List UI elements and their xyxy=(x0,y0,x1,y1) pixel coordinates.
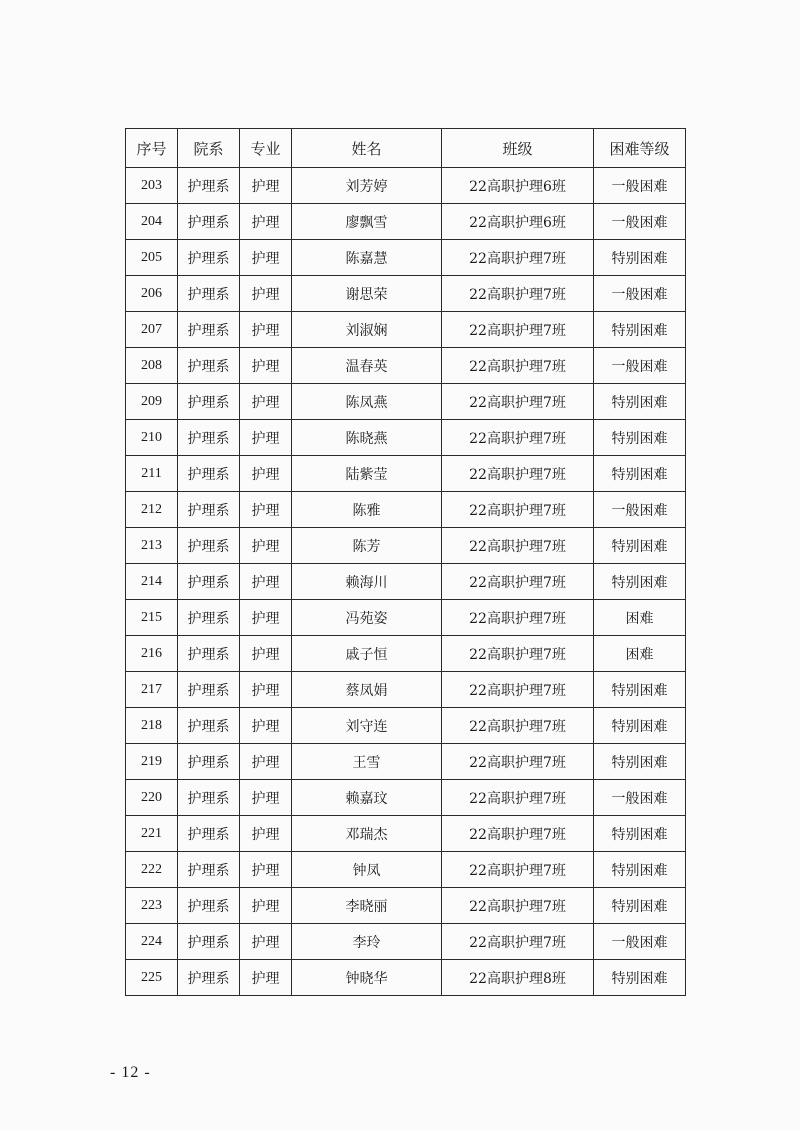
cell-name: 邓瑞杰 xyxy=(292,816,442,852)
cell-class: 22高职护理7班 xyxy=(442,240,594,276)
cell-name: 赖海川 xyxy=(292,564,442,600)
cell-seq: 207 xyxy=(126,312,178,348)
cell-seq: 217 xyxy=(126,672,178,708)
cell-seq: 215 xyxy=(126,600,178,636)
cell-major: 护理 xyxy=(240,456,292,492)
cell-class: 22高职护理7班 xyxy=(442,600,594,636)
table-row xyxy=(126,888,686,924)
cell-class: 22高职护理7班 xyxy=(442,564,594,600)
cell-difficulty-level: 困难 xyxy=(594,636,686,672)
cell-name: 温春英 xyxy=(292,348,442,384)
student-roster-table xyxy=(125,128,686,996)
table-row xyxy=(126,168,686,204)
cell-major: 护理 xyxy=(240,960,292,996)
cell-department: 护理系 xyxy=(178,276,240,312)
table-row xyxy=(126,744,686,780)
cell-major: 护理 xyxy=(240,420,292,456)
cell-department: 护理系 xyxy=(178,564,240,600)
cell-major: 护理 xyxy=(240,924,292,960)
table-row xyxy=(126,780,686,816)
cell-difficulty-level: 特别困难 xyxy=(594,708,686,744)
cell-difficulty-level: 一般困难 xyxy=(594,348,686,384)
cell-class: 22高职护理7班 xyxy=(442,312,594,348)
header-class: 班级 xyxy=(442,129,594,168)
cell-major: 护理 xyxy=(240,636,292,672)
cell-department: 护理系 xyxy=(178,852,240,888)
cell-difficulty-level: 特别困难 xyxy=(594,564,686,600)
cell-major: 护理 xyxy=(240,240,292,276)
cell-department: 护理系 xyxy=(178,348,240,384)
cell-difficulty-level: 特别困难 xyxy=(594,384,686,420)
cell-major: 护理 xyxy=(240,348,292,384)
cell-seq: 210 xyxy=(126,420,178,456)
table-row xyxy=(126,528,686,564)
cell-seq: 223 xyxy=(126,888,178,924)
cell-major: 护理 xyxy=(240,168,292,204)
cell-department: 护理系 xyxy=(178,600,240,636)
cell-department: 护理系 xyxy=(178,204,240,240)
cell-seq: 216 xyxy=(126,636,178,672)
cell-seq: 205 xyxy=(126,240,178,276)
cell-class: 22高职护理7班 xyxy=(442,636,594,672)
table-row xyxy=(126,456,686,492)
cell-name: 陈晓燕 xyxy=(292,420,442,456)
cell-department: 护理系 xyxy=(178,420,240,456)
cell-seq: 225 xyxy=(126,960,178,996)
header-seq: 序号 xyxy=(126,129,178,168)
cell-class: 22高职护理6班 xyxy=(442,168,594,204)
header-department: 院系 xyxy=(178,129,240,168)
cell-department: 护理系 xyxy=(178,816,240,852)
table-row xyxy=(126,384,686,420)
cell-major: 护理 xyxy=(240,312,292,348)
table-row xyxy=(126,312,686,348)
cell-difficulty-level: 特别困难 xyxy=(594,744,686,780)
cell-difficulty-level: 特别困难 xyxy=(594,528,686,564)
cell-seq: 208 xyxy=(126,348,178,384)
cell-difficulty-level: 特别困难 xyxy=(594,456,686,492)
cell-class: 22高职护理7班 xyxy=(442,456,594,492)
cell-department: 护理系 xyxy=(178,744,240,780)
table-row xyxy=(126,960,686,996)
cell-major: 护理 xyxy=(240,384,292,420)
cell-name: 李玲 xyxy=(292,924,442,960)
cell-department: 护理系 xyxy=(178,312,240,348)
cell-department: 护理系 xyxy=(178,384,240,420)
cell-seq: 224 xyxy=(126,924,178,960)
cell-difficulty-level: 困难 xyxy=(594,600,686,636)
cell-class: 22高职护理8班 xyxy=(442,960,594,996)
cell-class: 22高职护理7班 xyxy=(442,744,594,780)
cell-name: 李晓丽 xyxy=(292,888,442,924)
cell-major: 护理 xyxy=(240,564,292,600)
cell-department: 护理系 xyxy=(178,708,240,744)
cell-class: 22高职护理7班 xyxy=(442,780,594,816)
cell-seq: 218 xyxy=(126,708,178,744)
cell-difficulty-level: 特别困难 xyxy=(594,672,686,708)
cell-class: 22高职护理7班 xyxy=(442,852,594,888)
cell-name: 蔡凤娟 xyxy=(292,672,442,708)
cell-difficulty-level: 特别困难 xyxy=(594,960,686,996)
cell-name: 钟凤 xyxy=(292,852,442,888)
cell-seq: 204 xyxy=(126,204,178,240)
cell-name: 陆紫莹 xyxy=(292,456,442,492)
cell-name: 赖嘉玟 xyxy=(292,780,442,816)
cell-class: 22高职护理7班 xyxy=(442,672,594,708)
table-row xyxy=(126,672,686,708)
cell-difficulty-level: 特别困难 xyxy=(594,420,686,456)
cell-major: 护理 xyxy=(240,492,292,528)
cell-name: 谢思荣 xyxy=(292,276,442,312)
cell-seq: 219 xyxy=(126,744,178,780)
cell-name: 刘守连 xyxy=(292,708,442,744)
cell-seq: 209 xyxy=(126,384,178,420)
cell-major: 护理 xyxy=(240,600,292,636)
cell-difficulty-level: 特别困难 xyxy=(594,888,686,924)
table-row xyxy=(126,240,686,276)
cell-difficulty-level: 特别困难 xyxy=(594,852,686,888)
cell-major: 护理 xyxy=(240,816,292,852)
cell-name: 廖飘雪 xyxy=(292,204,442,240)
cell-difficulty-level: 一般困难 xyxy=(594,204,686,240)
cell-difficulty-level: 一般困难 xyxy=(594,168,686,204)
cell-seq: 214 xyxy=(126,564,178,600)
table-row xyxy=(126,636,686,672)
cell-class: 22高职护理7班 xyxy=(442,276,594,312)
cell-class: 22高职护理7班 xyxy=(442,384,594,420)
cell-class: 22高职护理7班 xyxy=(442,888,594,924)
cell-difficulty-level: 特别困难 xyxy=(594,312,686,348)
cell-seq: 222 xyxy=(126,852,178,888)
cell-department: 护理系 xyxy=(178,456,240,492)
cell-class: 22高职护理7班 xyxy=(442,420,594,456)
table-row xyxy=(126,600,686,636)
cell-class: 22高职护理7班 xyxy=(442,528,594,564)
header-major: 专业 xyxy=(240,129,292,168)
cell-class: 22高职护理7班 xyxy=(442,348,594,384)
cell-name: 陈芳 xyxy=(292,528,442,564)
cell-department: 护理系 xyxy=(178,780,240,816)
cell-name: 钟晓华 xyxy=(292,960,442,996)
cell-department: 护理系 xyxy=(178,888,240,924)
cell-name: 陈雅 xyxy=(292,492,442,528)
table-row xyxy=(126,348,686,384)
cell-department: 护理系 xyxy=(178,240,240,276)
header-difficulty-level: 困难等级 xyxy=(594,129,686,168)
table-header-row xyxy=(126,129,686,168)
cell-difficulty-level: 一般困难 xyxy=(594,276,686,312)
cell-difficulty-level: 一般困难 xyxy=(594,492,686,528)
cell-class: 22高职护理6班 xyxy=(442,204,594,240)
cell-major: 护理 xyxy=(240,852,292,888)
cell-name: 刘淑娴 xyxy=(292,312,442,348)
cell-major: 护理 xyxy=(240,204,292,240)
cell-name: 刘芳婷 xyxy=(292,168,442,204)
cell-department: 护理系 xyxy=(178,168,240,204)
cell-seq: 220 xyxy=(126,780,178,816)
table-body xyxy=(126,168,686,996)
cell-seq: 206 xyxy=(126,276,178,312)
cell-department: 护理系 xyxy=(178,528,240,564)
cell-name: 冯苑姿 xyxy=(292,600,442,636)
cell-difficulty-level: 一般困难 xyxy=(594,924,686,960)
cell-department: 护理系 xyxy=(178,924,240,960)
cell-name: 陈凤燕 xyxy=(292,384,442,420)
table-row xyxy=(126,420,686,456)
cell-major: 护理 xyxy=(240,888,292,924)
cell-class: 22高职护理7班 xyxy=(442,816,594,852)
table-row xyxy=(126,564,686,600)
table-row xyxy=(126,924,686,960)
table-row xyxy=(126,204,686,240)
cell-class: 22高职护理7班 xyxy=(442,708,594,744)
cell-difficulty-level: 一般困难 xyxy=(594,780,686,816)
cell-seq: 221 xyxy=(126,816,178,852)
cell-class: 22高职护理7班 xyxy=(442,924,594,960)
cell-seq: 211 xyxy=(126,456,178,492)
cell-major: 护理 xyxy=(240,780,292,816)
cell-department: 护理系 xyxy=(178,492,240,528)
cell-department: 护理系 xyxy=(178,636,240,672)
cell-seq: 212 xyxy=(126,492,178,528)
table-row xyxy=(126,852,686,888)
table-row xyxy=(126,276,686,312)
table-row xyxy=(126,816,686,852)
cell-difficulty-level: 特别困难 xyxy=(594,240,686,276)
page-number: - 12 - xyxy=(110,1064,151,1081)
cell-department: 护理系 xyxy=(178,672,240,708)
cell-class: 22高职护理7班 xyxy=(442,492,594,528)
cell-department: 护理系 xyxy=(178,960,240,996)
cell-name: 陈嘉慧 xyxy=(292,240,442,276)
cell-name: 戚子恒 xyxy=(292,636,442,672)
cell-major: 护理 xyxy=(240,744,292,780)
cell-difficulty-level: 特别困难 xyxy=(594,816,686,852)
table-row xyxy=(126,492,686,528)
cell-major: 护理 xyxy=(240,708,292,744)
cell-name: 王雪 xyxy=(292,744,442,780)
header-name: 姓名 xyxy=(292,129,442,168)
cell-major: 护理 xyxy=(240,672,292,708)
table-row xyxy=(126,708,686,744)
cell-seq: 203 xyxy=(126,168,178,204)
cell-major: 护理 xyxy=(240,276,292,312)
cell-major: 护理 xyxy=(240,528,292,564)
cell-seq: 213 xyxy=(126,528,178,564)
